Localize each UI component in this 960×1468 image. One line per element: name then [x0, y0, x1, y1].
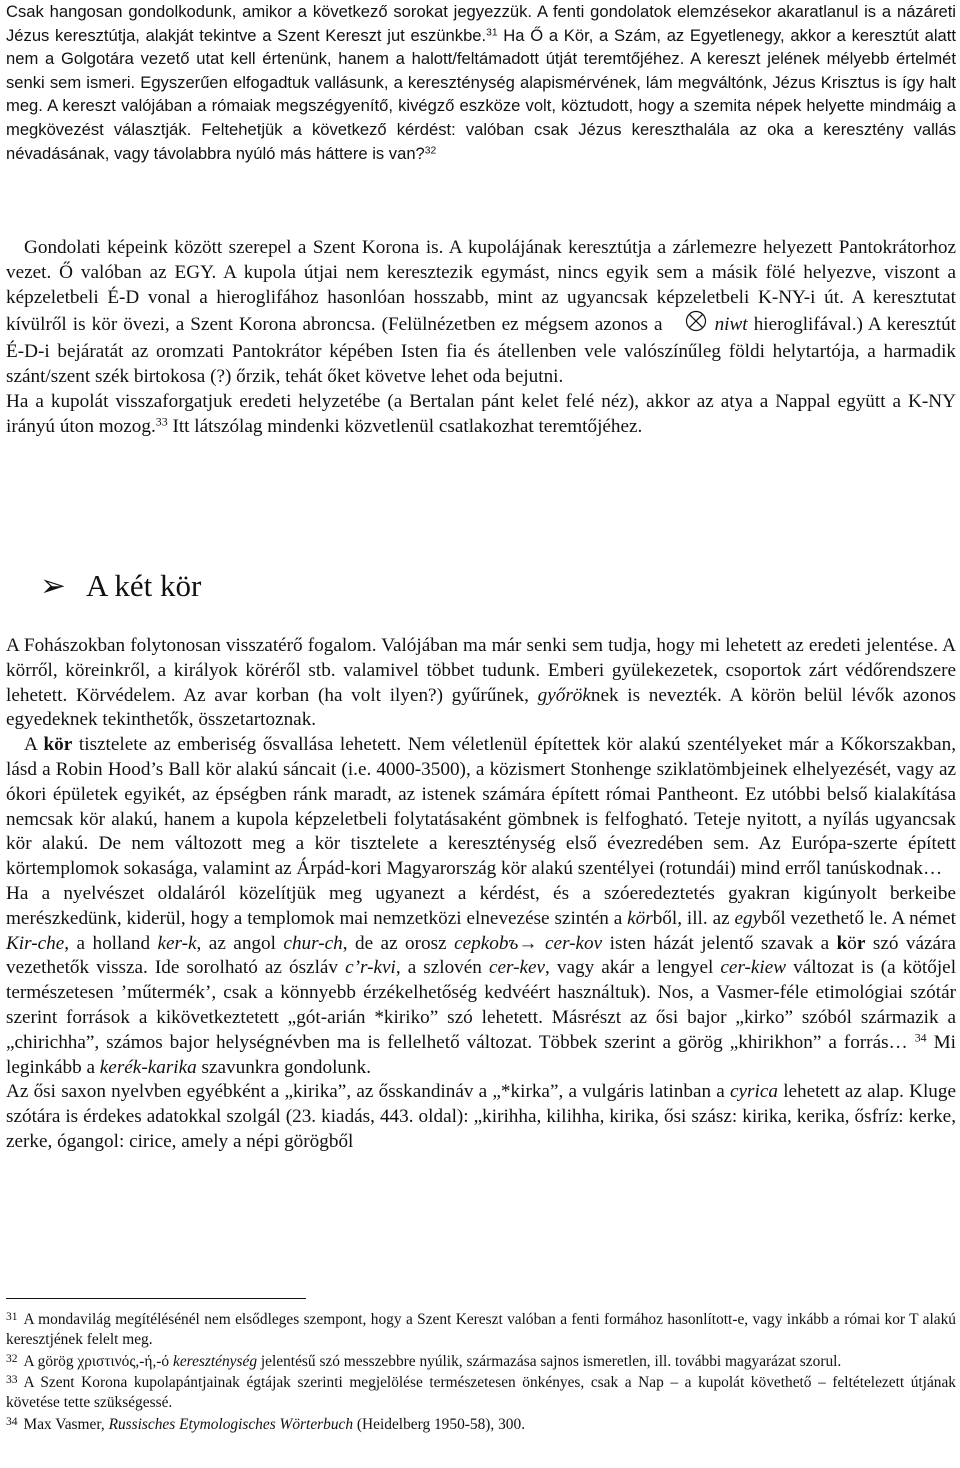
footnote-ref-34[interactable]: 34 [914, 1030, 927, 1045]
kor-text-2-a: A [24, 734, 37, 756]
italic-word: c’r-kvi [345, 957, 396, 979]
footnote-ref-32[interactable]: 32 [424, 144, 437, 156]
korona-text-block [6, 236, 956, 390]
korona-text-2: hieroglifával.) A keresztút É-D-i bejáratát az oromzati Pantokrátor képében Isten fia és átellenben vele valószínűleg földi helytartója, a harmadik szánt/szent szék birtokosa (?) őrzik, tehát őket követve lehet oda bejutni. [6, 314, 956, 387]
kor-paragraph-1 [6, 634, 956, 733]
gyorok-word: győrök [537, 684, 591, 706]
text-run: , vagy akár a lengyel [545, 957, 714, 979]
kor-paragraph-4 [6, 1080, 956, 1154]
arrow-bullet-icon: ➢ [40, 568, 66, 603]
paragraph-intro [6, 0, 956, 165]
italic-word: cepkobъ→ cer-kov [454, 932, 603, 954]
footnote-text: A mondavilág megítélésénél nem elsődleges szempont, hogy a Szent Kereszt valóban a fenti formához hasonlított-e, vagy inkább a római kor T alakú keresztjének felelt meg. [6, 1311, 956, 1348]
intro-text: Csak hangosan gondolkodunk, amikor a következő sorokat jegyezzük. A fenti gondolatok elemzésekor akaratlanul is a názáreti Jézus keresztútja, alakját tekintve a Szent Kereszt jut eszünkbe. [6, 2, 956, 45]
italic-word: cer-kiew [720, 957, 787, 979]
text-run: , a szlovén [395, 957, 482, 979]
footnote-number: 33 [6, 1374, 18, 1387]
niwt-word: niwt [714, 314, 748, 336]
section-title: A két kör [86, 568, 202, 603]
footnote-ref-33[interactable]: 33 [155, 414, 168, 429]
italic-word: kerék-karika [99, 1056, 197, 1078]
italic-word: cyrica [730, 1081, 778, 1103]
footnote-number: 31 [6, 1311, 18, 1323]
text-run: , az angol [196, 932, 276, 954]
bold-letter: k [836, 932, 848, 954]
text-run: ö [847, 932, 857, 954]
text-run: változat is (a kötőjel természetesen ’műtermék’, csak a könnyebb érzékelhetőség kedvéért használtuk). Nos, a Vasmer-féle etimológiai szótár szerint források a kikövetkeztetett „gót-arián *kiriko” szó lehetett. Másrészt az ősi bajor „kirko” szóból származik a „chirichha”, számos bajor helységnévben ma is fellelhető változat. Többek szerint a görög „khirikhon” a forrás… [6, 957, 957, 1053]
kor-section-body [6, 634, 956, 1155]
kor-text-2: tisztelete az emberiség ősvallása lehetett. Nem véletlenül építettek kör alakú szentélyeket már a Kőkorszakban, lásd a Robin Hood’s Ball kör alakú sáncait (i.e. 4000-3500), a közismert Stonhenge sziklatömbjeinek elhelyezését, vagy az ókori épületek egyikét, az épségben ránk maradt, az istenek számára épített római Pantheont. Ez utóbbi belső kialakítása nemcsak kör alakú, hanem a kupola képzeletbeli folytatásaként gömbnek is felfogható. Teteje nyitott, a nyílás ugyancsak kör alakú. De nem változott meg a kör tisztelete a kereszténység első évezredében sem. Az Európa-szerte épített körtemplomok sokasága, valamint az Árpád-kori Magyarország kör alakú szentélyei (rotundái) mind erről tanúskodnak… [6, 734, 956, 880]
section-heading [40, 566, 201, 606]
text-run: lehetett az alap. Kluge szótára is érdekes adatokkal szolgál (23. kiadás, 443. oldal): „kirihha, kilihha, kirika, ősi szász: kirika, kerika, ősfríz: kerke, zerke, ógangol: cirice, amely a népi görögből [6, 1081, 956, 1152]
footnote-31 [6, 1308, 956, 1350]
text-run: szavunkra gondolunk. [201, 1056, 371, 1078]
footnote-text: (Heidelberg 1950-58), 300. [356, 1416, 526, 1434]
text-run: Mi leginkább a [6, 1031, 957, 1078]
kor-text-1: A Fohászokban folytonosan visszatérő fogalom. Valójában ma már senki sem tudja, hogy mi lehetett az eredeti jelentése. A körről, köreinkről, a királyok köréről stb. valamivel többet tudunk. Emberi gyülekezetek, csoportok zárt védőrendszere lehetett. Körvédelem. Az avar korban (ha volt ilyen?) gyűrűnek, [6, 635, 956, 706]
footnote-text: A görög χριστινός,-ή,-ό [23, 1352, 170, 1370]
kupola-paragraph [6, 390, 956, 440]
text-run: Az ősi saxon nyelvben egyébként a „kirika”, az ősskandináv a „*kirka”, a vulgáris latinban a [6, 1081, 725, 1103]
italic-word: Kir-che [6, 932, 65, 954]
book-title: Russisches Etymologisches Wörterbuch [108, 1416, 354, 1434]
kor-bold-word: kör [43, 734, 73, 756]
footnote-34 [6, 1413, 956, 1435]
kupola-text: Ha a kupolát visszaforgatjuk eredeti helyzetébe (a Bertalan pánt kelet felé néz), akkor az atya a Nappal együtt a K-NY irányú úton mozog. [6, 390, 956, 437]
italic-word: egy [734, 907, 762, 929]
footnote-text: jelentésű szó messzebbre nyúlik, származása sajnos ismeretlen, ill. további magyarázat szorul. [260, 1352, 842, 1370]
kor-text-1-end: nek is nevezték. A körön belül lévők azonos egyedeknek tekinthetők, összetartoznak. [6, 684, 956, 731]
text-run: szó vázára vezethetők vissza. Ide sorolható az ószláv [6, 932, 956, 979]
text-run: ből, ill. az [652, 907, 730, 929]
footnote-text: Max Vasmer, [23, 1416, 105, 1434]
footnote-33 [6, 1371, 956, 1413]
text-run: ből vezethető le. A német [761, 907, 956, 929]
kor-paragraph-3 [6, 882, 956, 1080]
footnote-number: 32 [6, 1352, 18, 1365]
text-run: Ha a nyelvészet oldaláról közelítjük meg ugyanezt a kérdést, és a szóeredeztetés gyakran kigúnyolt berkeibe merészkedünk, kiderül, hogy a templomok mai nemzetközi elnevezése szintén a [6, 882, 956, 929]
footnote-ref-31[interactable]: 31 [486, 26, 498, 38]
footnote-number: 34 [6, 1416, 18, 1429]
text-run: , a holland [64, 932, 151, 954]
text-run: isten házát jelentő szavak a [609, 932, 830, 954]
paragraph-korona [6, 236, 956, 439]
footnote-divider [6, 1298, 306, 1299]
bold-letter: r [856, 932, 866, 954]
italic-word: chur-ch [283, 932, 343, 954]
italic-word: kör [627, 907, 653, 929]
kor-paragraph-2 [6, 733, 956, 882]
circle-with-cross-glyph-icon [667, 310, 707, 340]
italic-word: ker-k [157, 932, 197, 954]
italic-word: kereszténység [172, 1352, 258, 1370]
korona-text: Gondolati képeink között szerepel a Szent Korona is. A kupolájának keresztútja a zárlemezre helyezett Pantokrátorhoz vezet. Ő valóban az EGY. A kupola útjai nem keresztezik egymást, nincs egyik sem a másik fölé helyezve, viszont a képzeletbeli É-D vonal a hieroglifához hasonlóan hosszabb, mint az ugyancsak képzeletbeli K-NY-i út. A keresztutat kívülről is kör övezi, a Szent Korona abroncsa. (Felülnézetben ez mégsem azonos a [6, 237, 956, 336]
italic-word: cer-kev [488, 957, 546, 979]
footnotes [6, 1308, 956, 1435]
kupola-text-2: Itt látszólag mindenki közvetlenül csatlakozhat teremtőjéhez. [172, 415, 643, 437]
footnote-text: A Szent Korona kupolapántjainak égtájak szerinti megjelölése természetesen önkényes, csak a Nap – a kupolát követhető – feltételezett útjának követése tette szükségessé. [6, 1374, 956, 1412]
intro-text-continued: Ha Ő a Kör, a Szám, az Egyetlenegy, akkor a keresztút alatt nem a Golgotára vezető utat kell értenünk, hanem a halott/feltámadott útját teremtőjéhez. A kereszt jelének mélyebb értelmét senki sem ismeri. Egyszerűen elfogadtuk vallásunk, a kereszténység alapismérvének, lám megváltónk, Jézus Krisztus is így halt meg. A kereszt valójában a rómaiak megszégyenítő, kivégző eszköze volt, köztudott, hogy a szemita népek helyette mindmáig a megkövezést választják. Feltehetjük a következő kérdést: valóban csak Jézus kereszthalála az oka a keresztény vallás névadásának, vagy távolabbra nyúló más háttere is van? [6, 25, 956, 163]
footnote-32 [6, 1350, 956, 1372]
text-run: , de az orosz [342, 932, 447, 954]
